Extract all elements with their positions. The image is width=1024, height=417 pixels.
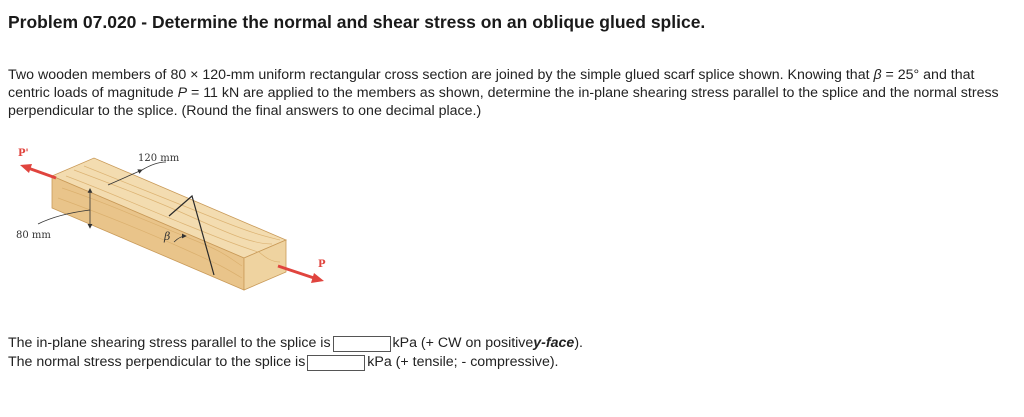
statement-text-2: = 25° and that centric loads of magnitude: [8, 67, 975, 101]
label-p-prime: P': [18, 148, 29, 159]
p-symbol: P: [177, 85, 188, 101]
label-height: 80 mm: [16, 230, 51, 241]
figure-svg: [14, 140, 344, 300]
shear-suffix: ).: [574, 335, 583, 351]
shear-face-label: y-face: [533, 335, 575, 351]
normal-stress-input[interactable]: [307, 355, 365, 371]
shear-prompt: The in-plane shearing stress parallel to the splice is: [8, 335, 331, 351]
statement-text-3: = 11 kN are applied to the members as shown, determine the in-plane shearing stress parallel to the splice and the normal stress perpendicular to the splice. (Round the final answers to one decimal place.): [8, 85, 999, 119]
label-beta: β: [164, 230, 171, 243]
answers-section: [8, 334, 583, 372]
problem-statement: [8, 66, 1008, 120]
label-width: 120 mm: [138, 153, 180, 164]
answer-row-normal: [8, 353, 583, 372]
label-p: P: [318, 259, 326, 270]
shear-unit: kPa (+ CW on positive: [392, 335, 534, 351]
beta-symbol: β: [873, 67, 882, 83]
shear-stress-input[interactable]: [333, 336, 391, 352]
statement-text-1: Two wooden members of 80 × 120-mm uniform rectangular cross section are joined by the simple glued scarf splice shown. Knowing that: [8, 67, 874, 83]
load-arrow-p-prime: [20, 164, 56, 178]
problem-title: Problem 07.020 - Determine the normal and shear stress on an oblique glued splice.: [8, 12, 706, 32]
normal-prompt: The normal stress perpendicular to the splice is: [8, 354, 306, 370]
normal-unit: kPa (+ tensile; - compressive).: [367, 354, 559, 370]
answer-row-shear: [8, 334, 583, 353]
scarf-splice-figure: [14, 140, 344, 300]
